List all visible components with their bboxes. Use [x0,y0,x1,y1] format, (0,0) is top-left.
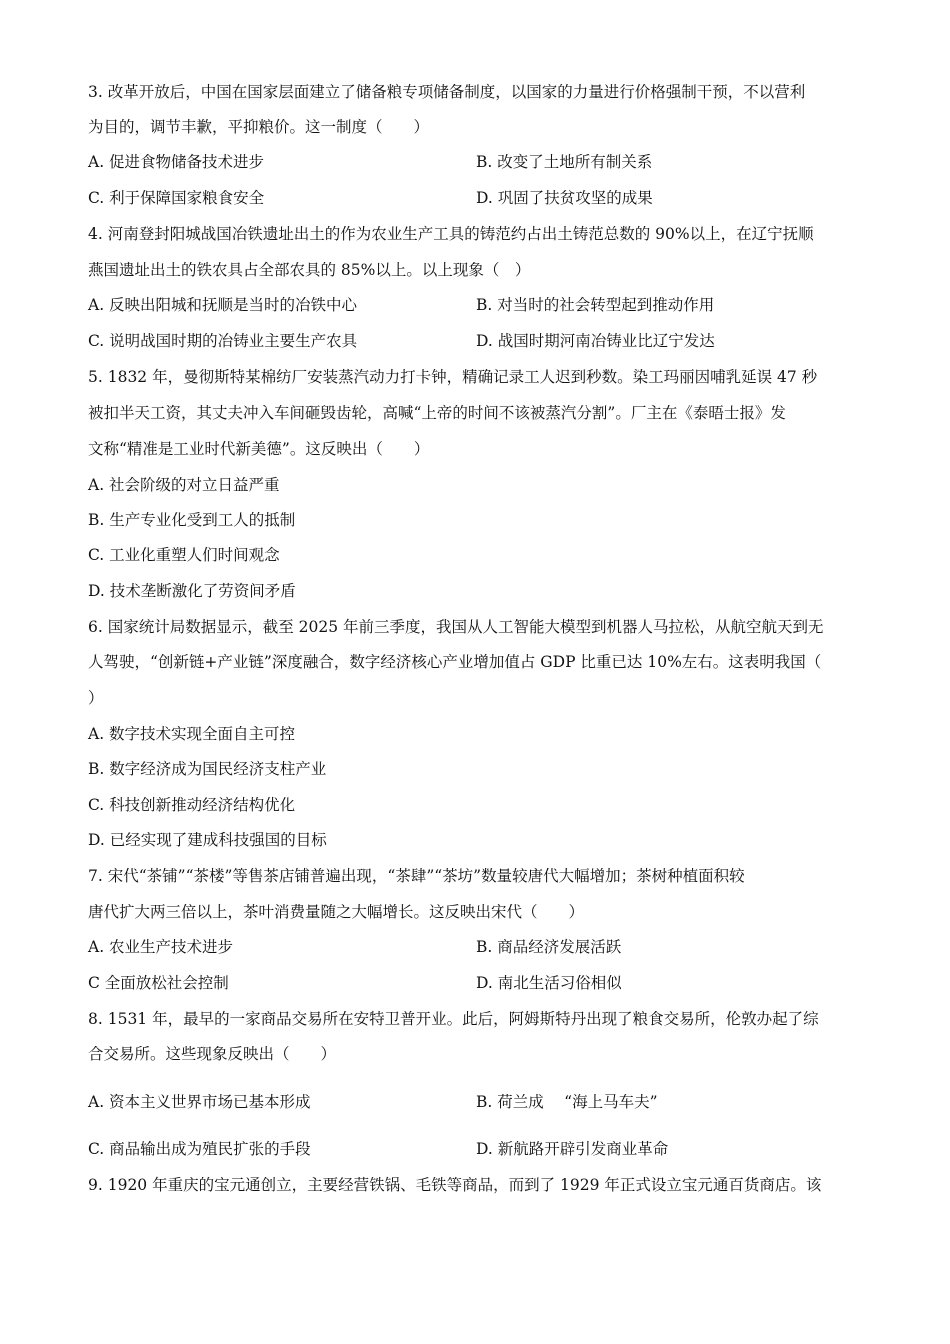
q4-option-a: A. 反映出阳城和抚顺是当时的冶铁中心 [88,296,358,314]
q8-option-b: B. 荷兰成 “海上马车夫” [476,1093,658,1111]
q7-stem-line2: 唐代扩大两三倍以上，茶叶消费量随之大幅增长。这反映出宋代（ ） [88,903,585,921]
q5-option-d: D. 技术垄断激化了劳资间矛盾 [88,582,296,600]
q6-stem-line2: 人驾驶，“创新链+产业链”深度融合，数字经济核心产业增加值占 GDP 比重已达 10%左右。这表明我国（ [88,653,822,671]
q3-stem-line1: 3. 改革开放后，中国在国家层面建立了储备粮专项储备制度，以国家的力量进行价格强制干预，不以营利 [88,83,806,101]
q8-option-d: D. 新航路开辟引发商业革命 [476,1140,669,1158]
q4-option-b: B. 对当时的社会转型起到推动作用 [476,296,715,314]
q3-option-c: C. 利于保障国家粮食安全 [88,189,265,207]
q6-option-d: D. 已经实现了建成科技强国的目标 [88,831,327,849]
q5-stem-line2: 被扣半天工资，其丈夫冲入车间砸毁齿轮，高喊“上帝的时间不该被蒸汽分割”。厂主在《泰晤士报》发 [88,404,786,422]
q4-option-c: C. 说明战国时期的冶铸业主要生产农具 [88,332,358,350]
q3-stem-line2: 为目的，调节丰歉，平抑粮价。这一制度（ ） [88,118,430,136]
q8-option-c: C. 商品输出成为殖民扩张的手段 [88,1140,311,1158]
q6-option-a: A. 数字技术实现全面自主可控 [88,725,296,743]
q5-stem-line1: 5. 1832 年，曼彻斯特某棉纺厂安装蒸汽动力打卡钟，精确记录工人迟到秒数。染工玛丽因哺乳延误 47 秒 [88,368,818,386]
q5-stem-line3: 文称“精准是工业时代新美德”。这反映出（ ） [88,440,430,458]
q4-stem-line2: 燕国遗址出土的铁农具占全部农具的 85%以上。以上现象（ ） [88,261,531,279]
q8-stem-line2: 合交易所。这些现象反映出（ ） [88,1045,337,1063]
q5-option-b: B. 生产专业化受到工人的抵制 [88,511,296,529]
q5-option-c: C. 工业化重塑人们时间观念 [88,546,280,564]
q7-option-b: B. 商品经济发展活跃 [476,938,622,956]
q6-stem-line1: 6. 国家统计局数据显示，截至 2025 年前三季度，我国从人工智能大模型到机器人马拉松，从航空航天到无 [88,618,824,636]
q7-option-d: D. 南北生活习俗相似 [476,974,622,992]
q6-option-c: C. 科技创新推动经济结构优化 [88,796,296,814]
q6-option-b: B. 数字经济成为国民经济支柱产业 [88,760,327,778]
q3-option-d: D. 巩固了扶贫攻坚的成果 [476,189,653,207]
q7-stem-line1: 7. 宋代“茶铺”“茶楼”等售茶店铺普遍出现，“茶肆”“茶坊”数量较唐代大幅增加；茶树种植面积较 [88,867,745,885]
q4-stem-line1: 4. 河南登封阳城战国冶铁遗址出土的作为农业生产工具的铸范约占出土铸范总数的 90%以上，在辽宁抚顺 [88,225,814,243]
q9-stem-line1: 9. 1920 年重庆的宝元通创立，主要经营铁锅、毛铁等商品，而到了 1929 年正式设立宝元通百货商店。该 [88,1176,822,1194]
q5-option-a: A. 社会阶级的对立日益严重 [88,476,280,494]
q8-stem-line1: 8. 1531 年，最早的一家商品交易所在安特卫普开业。此后，阿姆斯特丹出现了粮食交易所，伦敦办起了综 [88,1010,819,1028]
q7-option-c: C 全面放松社会控制 [88,974,229,992]
q7-option-a: A. 农业生产技术进步 [88,938,234,956]
q3-option-b: B. 改变了土地所有制关系 [476,153,653,171]
q6-stem-line3: ） [88,689,104,707]
q4-option-d: D. 战国时期河南冶铸业比辽宁发达 [476,332,715,350]
q3-option-a: A. 促进食物储备技术进步 [88,153,265,171]
q8-option-a: A. 资本主义世界市场已基本形成 [88,1093,311,1111]
